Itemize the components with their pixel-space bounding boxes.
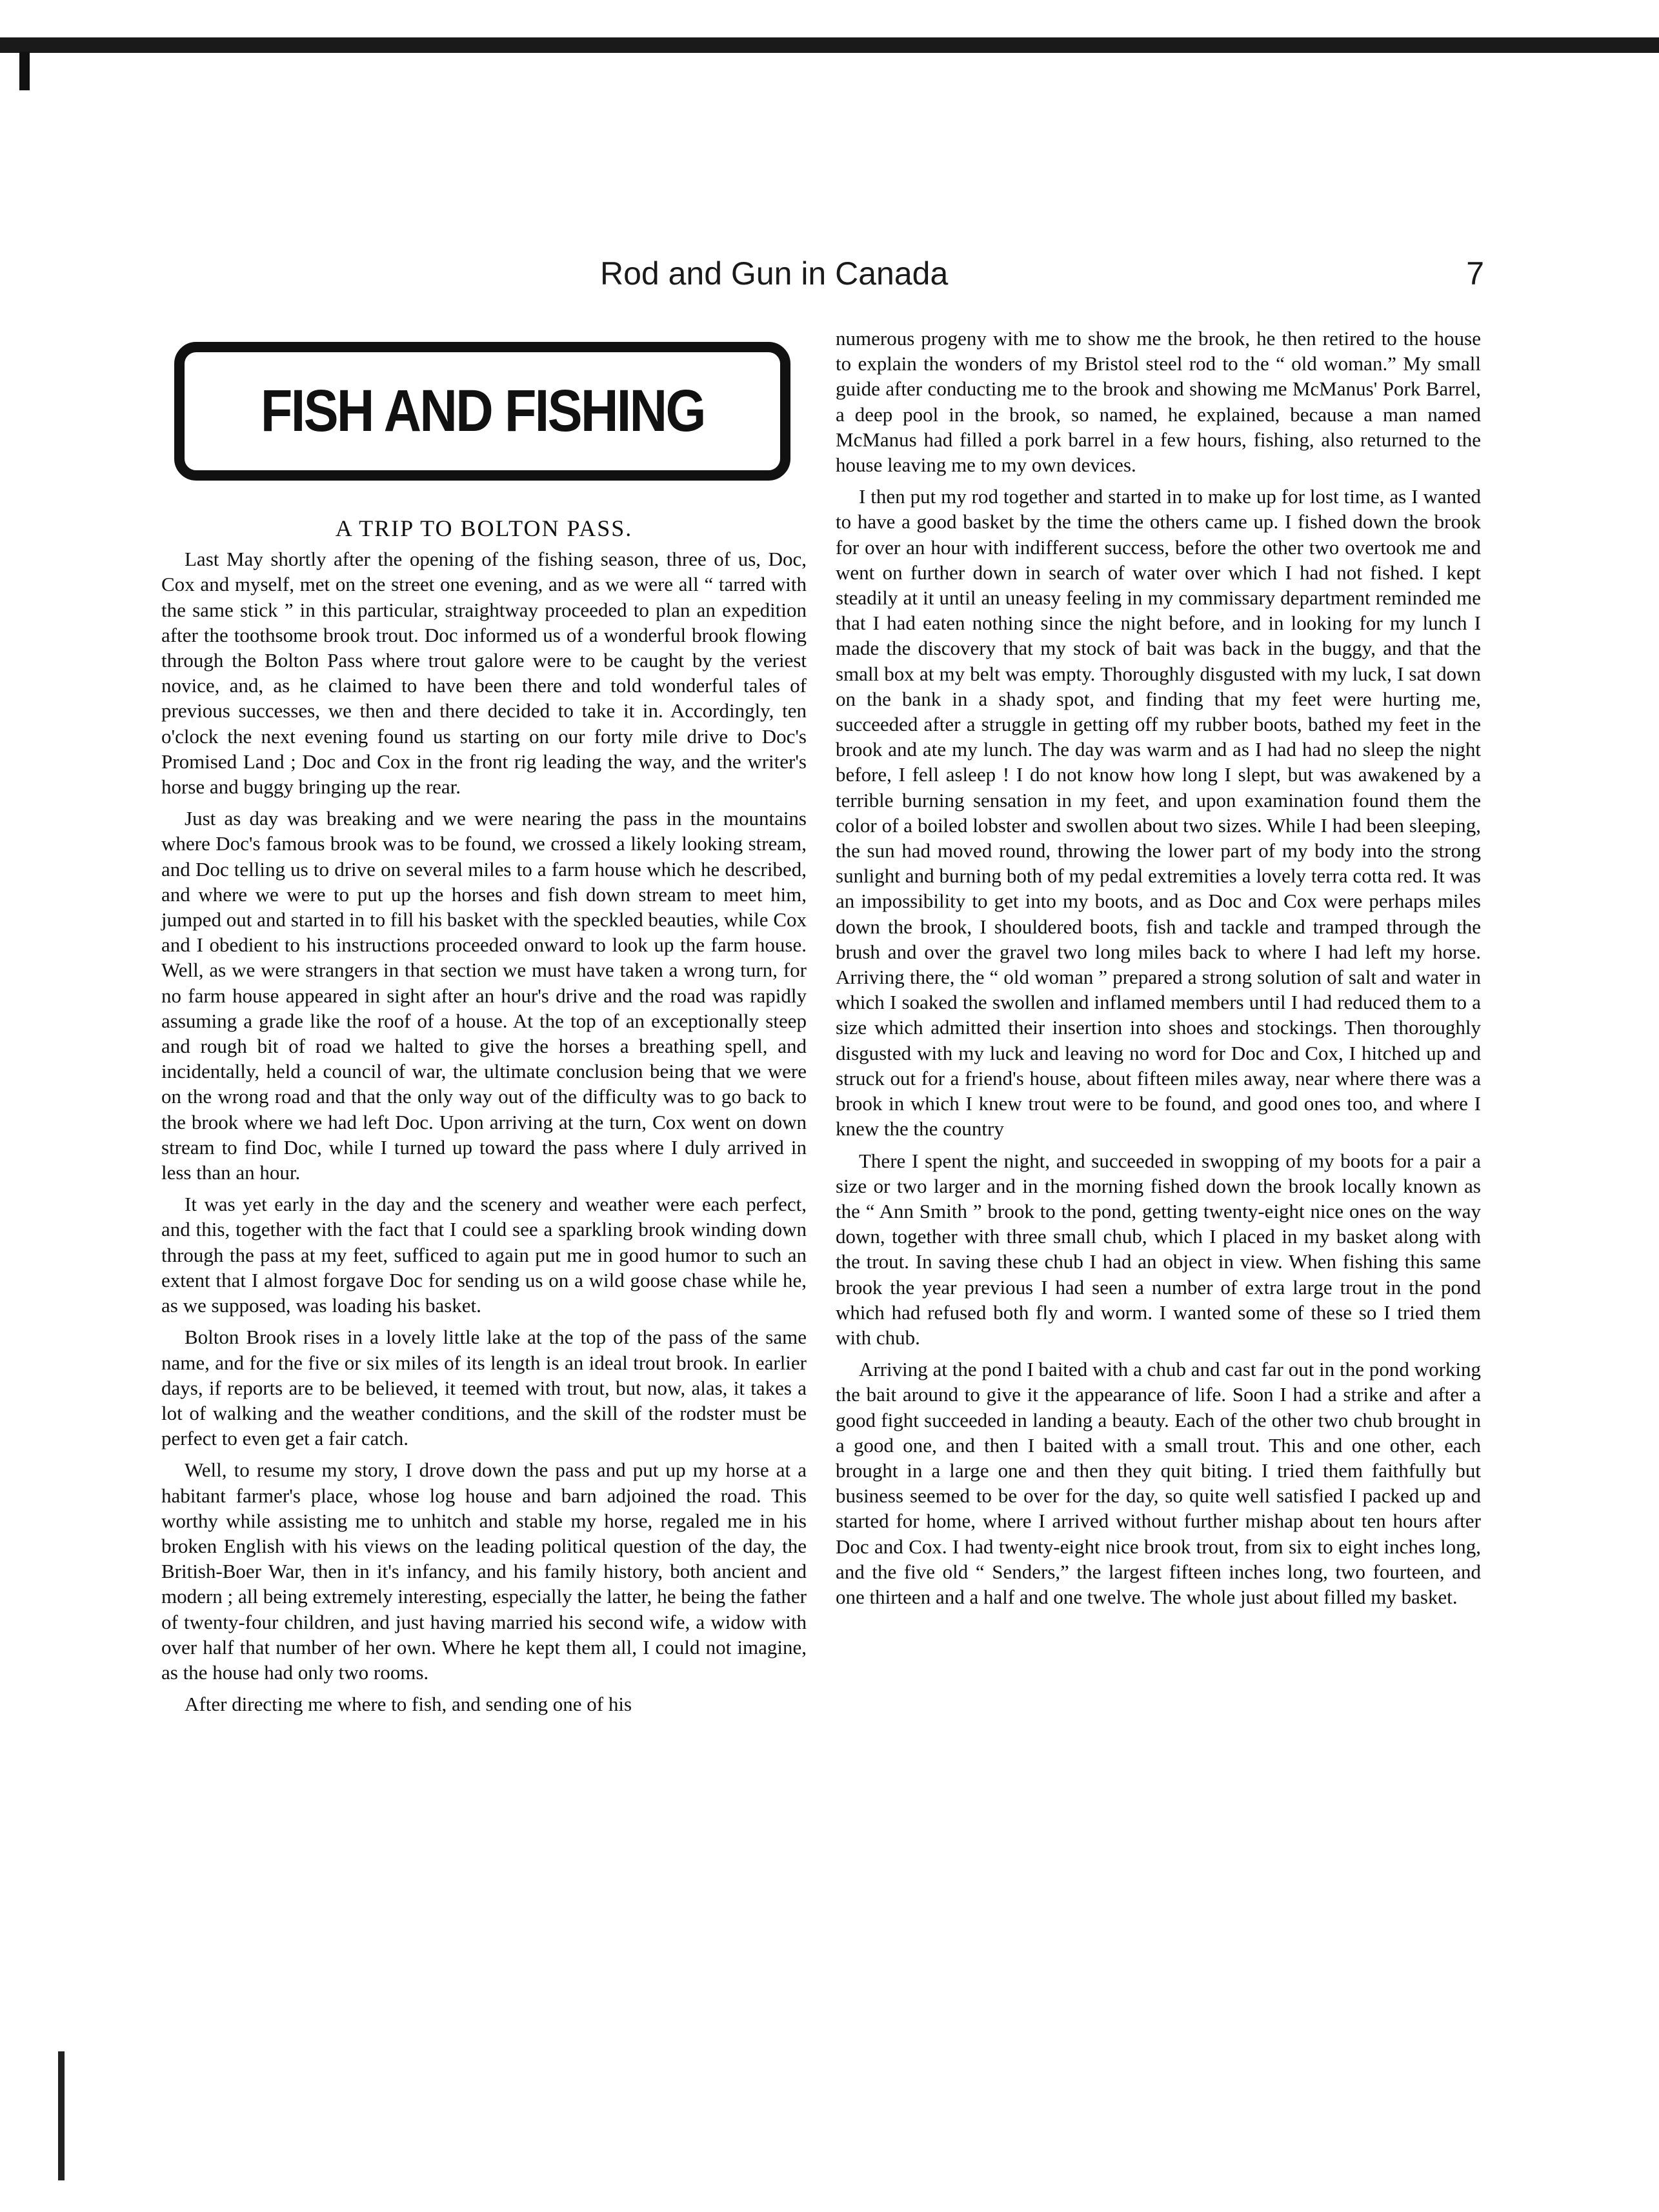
right-column	[836, 326, 1481, 1616]
paragraph: Last May shortly after the opening of the fishing season, three of us, Doc, Cox and myself, met on the street one evening, and as we were all “ tarred with the same stick ” in this particular, straightway proceeded to plan an expedition after the toothsome brook trout. Doc informed us of a wonderful brook flowing through the Bolton Pass where trout galore were to be caught by the veriest novice, and, as he claimed to have been there and told wonderful tales of previous successes, we then and there decided to take it in. Accordingly, ten o'clock the next evening found us starting on our forty mile drive to Doc's Promised Land ; Doc and Cox in the front rig leading the way, and the writer's horse and buggy bringing up the rear.	[161, 548, 807, 799]
page-number: 7	[1466, 255, 1484, 292]
paragraph: Just as day was breaking and we were nearing the pass in the mountains where Doc's famous brook was to be found, we crossed a likely looking stream, and Doc telling us to drive on several miles to a farm house which he described, and where we were to put up the horses and fish down stream to meet him, jumped out and started in to fill his basket with the speckled beauties, while Cox and I obedient to his instructions proceeded onward to look up the farm house. Well, as we were strangers in that section we must have taken a wrong turn, for no farm house appeared in sight after an hour's drive and the road was rapidly assuming a grade like the roof of a house. At the top of an exceptionally steep and rough bit of road we halted to give the horses a breathing spell, and incidentally, held a council of war, the ultimate conclusion being that we were on the wrong road and that the only way out of the difficulty was to go back to the brook where we had left Doc. Upon arriving at the turn, Cox went on down stream to find Doc, while I turned up toward the pass where I duly arrived in less than an hour.	[161, 807, 807, 1184]
paragraph: After directing me where to fish, and sending one of his	[185, 1693, 632, 1716]
publication-title: Rod and Gun in Canada	[600, 255, 949, 292]
left-column	[161, 516, 807, 1723]
section-title: FISH AND FISHING	[260, 378, 705, 444]
paragraph: Well, to resume my story, I drove down the pass and put up my horse at a habitant farmer's place, whose log house and barn adjoined the road. This worthy while assisting me to unhitch and stable my horse, regaled me in his broken English with his views on the leading political question of the day, the British-Boer War, then in it's infancy, and his family history, both ancient and modern ; all being extremely interesting, especially the latter, he being the father of twenty-four children, and just having married his second wife, a widow with over half that number of her own. Where he kept them all, I could not imagine, as the house had only two rooms.	[161, 1459, 807, 1684]
paragraph: I then put my rod together and started in to make up for lost time, as I wanted to have a good basket by the time the others came up. I fished down the brook for over an hour with indifferent success, before the other two overtook me and went on further down in search of water over which I had not fished. I kept steadily at it until an uneasy feeling in my commissary department reminded me that I had eaten nothing since the night before, and in looking for my lunch I made the discovery that my stock of bait was back in the buggy, and that the small box at my belt was empty. Thoroughly disgusted with my luck, I sat down on the bank in a shady spot, and finding that my feet were hurting me, succeeded after a struggle in getting off my rubber boots, bathed my feet in the brook and ate my lunch. The day was warm and as I had had no sleep the night before, I fell asleep ! I do not know how long I slept, but was awakened by a terrible burning sensation in my feet, and upon examination found them the color of a boiled lobster and swollen about two sizes. While I had been sleeping, the sun had moved round, throwing the lower part of my body into the strong sunlight and burning both of my pedal extremities a lovely terra cotta red. It was an impossibility to get into my boots, and as Doc and Cox were perhaps miles down the brook, I shouldered boots, fish and tackle and tramped through the brush and over the gravel two long miles back to where I had left my horse. Arriving there, the “ old woman ” prepared a strong solution of salt and water in which I soaked the swollen and inflamed members until I had reduced them to a size which admitted their insertion into shoes and stockings. Then thoroughly disgusted with my luck and leaving no word for Doc and Cox, I hitched up and struck out for a friend's house, about fifteen miles away, near where there was a brook in which I knew trout were to be found, and good ones too, and where I knew the the country	[836, 485, 1481, 1141]
running-header	[600, 255, 1484, 300]
scan-edge-band	[0, 0, 1659, 59]
scan-mark	[19, 52, 30, 90]
paragraph: Arriving at the pond I baited with a chub and cast far out in the pond working the bait around to give it the appearance of life. Soon I had a strike and after a good fight succeeded in landing a beauty. Each of the other two chub brought in a good one, and then I baited with a small trout. This and one other, each brought in a large one and then they quit biting. I tried them faithfully but business seemed to be over for the day, so quite well satisfied I packed up and started for home, where I arrived without further mishap about ten hours after Doc and Cox. I had twenty-eight nice brook trout, from six to eight inches long, and the five old “ Senders,” the largest fifteen inches long, two fourteen, and one thirteen and a half and one twelve. The whole just about filled my basket.	[836, 1358, 1481, 1608]
article-title: A TRIP TO BOLTON PASS.	[335, 515, 633, 541]
scan-margin-mark	[58, 2051, 65, 2180]
scan-mark	[961, 19, 1000, 35]
paragraph: Bolton Brook rises in a lovely little lake at the top of the pass of the same name, and for the five or six miles of its length is an ideal trout brook. In earlier days, if reports are to be believed, it teemed with trout, but now, alas, it takes a lot of walking and the weather conditions, and the skill of the rodster must be perfect to even get a fair catch.	[161, 1326, 807, 1450]
paragraph: numerous progeny with me to show me the brook, he then retired to the house to explain the wonders of my Bristol steel rod to the “ old woman.” My small guide after conducting me to the brook and showing me McManus' Pork Barrel, a deep pool in the brook, so named, he explained, because a man named McManus had filled a pork barrel in a few hours, fishing, also returned to the house leaving me to my own devices.	[836, 327, 1481, 477]
paragraph: There I spent the night, and succeeded in swopping of my boots for a pair a size or two larger and in the morning fished down the brook locally known as the “ Ann Smith ” brook to the pond, getting twenty-eight nice ones on the way down, together with three small chub, which I placed in my basket along with the trout. In saving these chub I had an object in view. When fishing this same brook the year previous I had seen a number of extra large trout in the pond which had refused both fly and worm. I wanted some of these so I tried them with chub.	[836, 1149, 1481, 1349]
section-heading-box	[174, 342, 790, 481]
paragraph: It was yet early in the day and the scenery and weather were each perfect, and this, together with the fact that I could see a sparkling brook winding down through the pass at my feet, sufficed to again put me in good humor to such an extent that I almost forgave Doc for sending us on a wild goose chase while he, as we supposed, was loading his basket.	[161, 1193, 807, 1317]
